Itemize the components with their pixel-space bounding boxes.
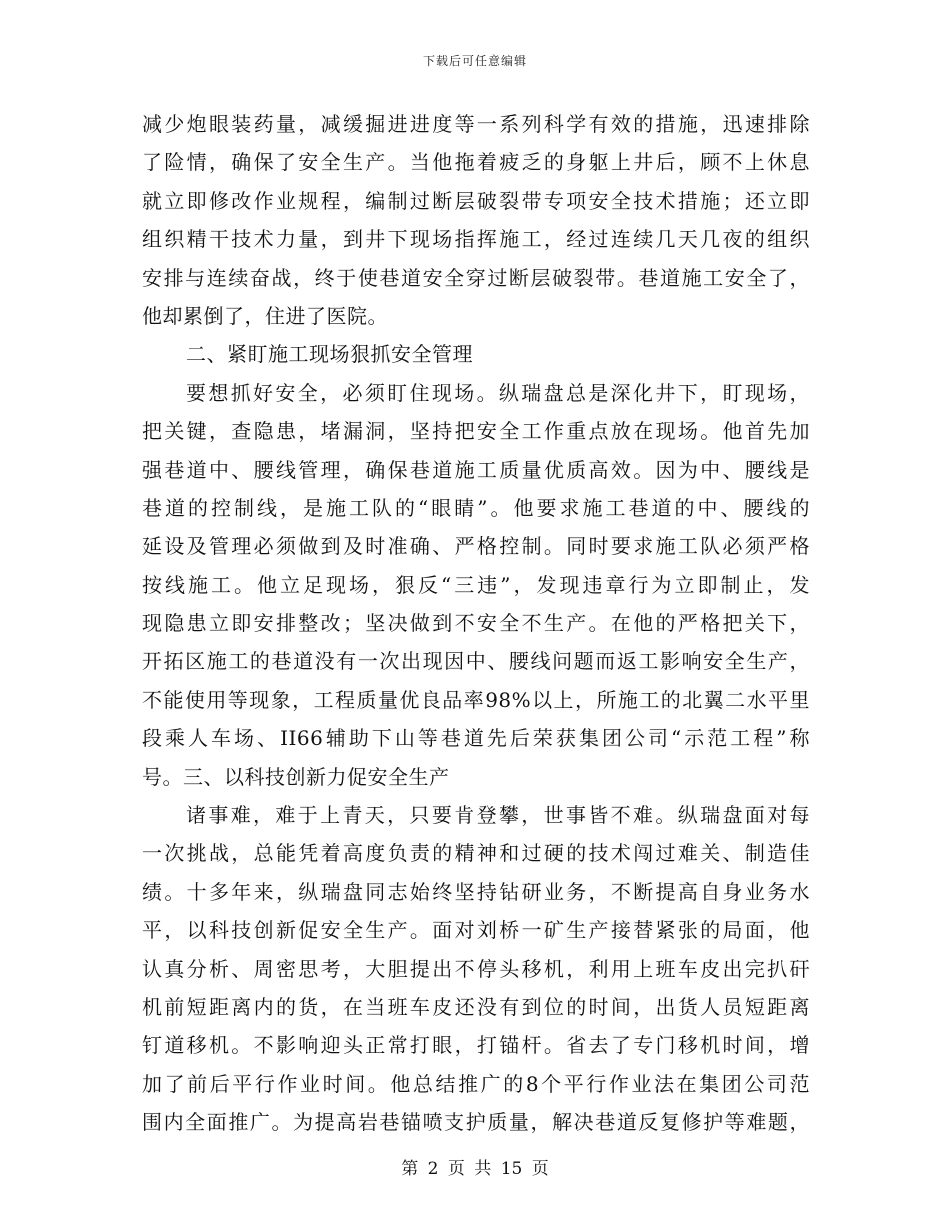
text-line: 开拓区施工的巷道没有一次出现因中、腰线问题而返工影响安全生产， (142, 649, 810, 674)
document-body (142, 105, 810, 1142)
text-line: 一次挑战，总能凭着高度负责的精神和过硬的技术闯过难关、制造佳 (142, 841, 810, 866)
text-line: 减少炮眼装药量，减缓掘进进度等一系列科学有效的措施，迅速排除 (142, 112, 810, 136)
text-line: 延设及管理必须做到及时准确、严格控制。同时要求施工队必须严格 (142, 534, 810, 559)
text-line: 加了前后平行作业时间。他总结推广的8个平行作业法在集团公司范 (142, 1071, 810, 1096)
text-line: 要想抓好安全，必须盯住现场。纵瑞盘总是深化井下，盯现场， (186, 380, 810, 405)
text-line: 号。三、以科技创新力促安全生产 (142, 764, 450, 789)
text-line: 现隐患立即安排整改；坚决做到不安全不生产。在他的严格把关下， (142, 611, 810, 636)
text-line: 把关键，查隐患，堵漏洞，坚持把安全工作重点放在现场。他首先加 (142, 419, 810, 444)
text-line: 平，以科技创新促安全生产。面对刘桥一矿生产接替紧张的局面，他 (142, 918, 810, 943)
text-line: 安排与连续奋战，终于使巷道安全穿过断层破裂带。巷道施工安全了， (142, 265, 810, 290)
text-line: 强巷道中、腰线管理，确保巷道施工质量优质高效。因为中、腰线是 (142, 457, 810, 482)
text-line: 就立即修改作业规程，编制过断层破裂带专项安全技术措施；还立即 (142, 188, 810, 213)
text-line: 他却累倒了，住进了医院。 (142, 303, 388, 328)
text-line: 组织精干技术力量，到井下现场指挥施工，经过连续几天几夜的组织 (142, 227, 810, 252)
text-line: 围内全面推广。为提高岩巷锚喷支护质量，解决巷道反复修护等难题， (142, 1110, 810, 1135)
text-line: 了险情，确保了安全生产。当他拖着疲乏的身躯上井后，顾不上休息 (142, 150, 810, 175)
text-line: 巷道的控制线，是施工队的“眼睛”。他要求施工巷道的中、腰线的 (142, 495, 810, 520)
text-line: 机前短距离内的货，在当班车皮还没有到位的时间，出货人员短距离 (142, 994, 810, 1019)
text-line: 绩。十多年来，纵瑞盘同志始终坚持钻研业务，不断提高自身业务水 (142, 879, 810, 904)
text-line: 段乘人车场、II66辅助下山等巷道先后荣获集团公司“示范工程”称 (142, 726, 810, 751)
text-line: 按线施工。他立足现场，狠反“三违”，发现违章行为立即制止，发 (142, 572, 810, 597)
page-footer: 第 2 页 共 15 页 (401, 1159, 549, 1179)
text-line: 认真分析、周密思考，大胆提出不停头移机，利用上班车皮出完扒矸 (142, 956, 810, 981)
section-heading: 二、紧盯施工现场狠抓安全管理 (186, 342, 473, 367)
page-header: 下载后可任意编辑 (422, 54, 527, 68)
text-line: 不能使用等现象，工程质量优良品率98%以上，所施工的北翼二水平里 (142, 687, 810, 712)
text-line: 钉道移机。不影响迎头正常打眼，打锚杆。省去了专门移机时间，增 (142, 1033, 810, 1058)
text-line: 诸事难，难于上青天，只要肯登攀，世事皆不难。纵瑞盘面对每 (186, 803, 810, 828)
